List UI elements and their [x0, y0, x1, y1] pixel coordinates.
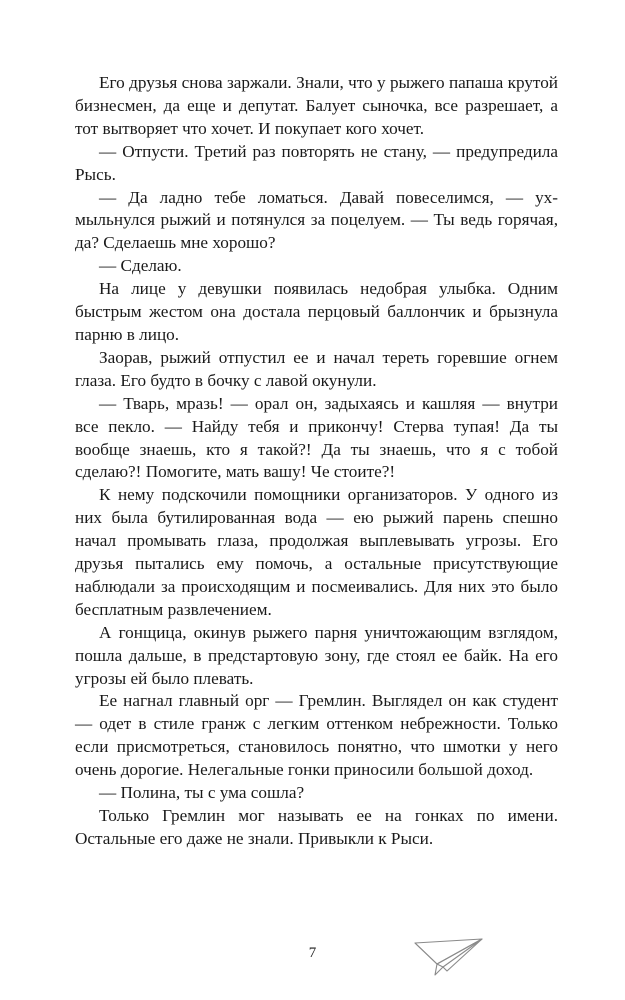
paragraph-5: На лице у девушки появилась недобрая улыбка. Одним быстрым жестом она достала перцовый баллончик и брызнула парню в лицо. — [75, 279, 558, 344]
paper-plane-icon — [413, 937, 485, 977]
page-body — [75, 72, 558, 851]
paragraph-6: Заорав, рыжий отпустил ее и начал тереть горевшие огнем глаза. Его будто в бочку с лавой окунули. — [75, 347, 558, 390]
paragraph-2: — Отпусти. Третий раз повторять не стану, — предупредила Рысь. — [75, 141, 558, 184]
paragraph-10: Ее нагнал главный орг — Гремлин. Выглядел он как студент — одет в стиле гранж с легким оттенком небрежности. Только если присмотреться, становилось понятно, что шмотки у него очень дорогие. Нелегальные гонки приносили большой доход. — [75, 691, 558, 780]
paragraph-11: — Полина, ты с ума сошла? — [99, 783, 305, 803]
paragraph-9: А гонщица, окинув рыжего парня уничтожающим взглядом, пошла дальше, в предстартовую зону, где стоял ее байк. На его угрозы ей было плевать. — [75, 622, 558, 688]
page-number: 7 — [308, 945, 317, 961]
paragraph-3: — Да ладно тебе ломаться. Давай повеселимся, — ухмыльнулся рыжий и потянулся за поцелуем. — Ты ведь горячая, да? Сделаешь мне хорошо? — [75, 187, 558, 253]
paragraph-1: Его друзья снова заржали. Знали, что у рыжего папаша крутой бизнесмен, да еще и депутат. Балует сыночка, все разрешает, а тот вытворяет что хочет. И покупает кого хочет. — [75, 73, 558, 138]
paragraph-12: Только Гремлин мог называть ее на гонках по имени. Остальные его даже не знали. Привыкли к Рыси. — [75, 806, 558, 848]
paragraph-7: — Тварь, мразь! — орал он, задыхаясь и кашляя — внутри все пекло. — Найду тебя и прикончу! Стерва тупая! Да ты вообще знаешь, кто я такой?! Да ты знаешь, что я с тобой сделаю?! Помогите, мать вашу! Че стоите?! — [75, 393, 558, 482]
paragraph-4: — Сделаю. — [99, 256, 182, 276]
paragraph-8: К нему подскочили помощники организаторов. У одного из них была бутилированная вода — ею рыжий парень спешно начал промывать глаза, продолжая выплевывать угрозы. Его друзья пытались ему помочь, а остальные присутствующие наблюдали за происходящим и посмеивались. Для них это было бесплатным развлечением. — [75, 485, 558, 619]
